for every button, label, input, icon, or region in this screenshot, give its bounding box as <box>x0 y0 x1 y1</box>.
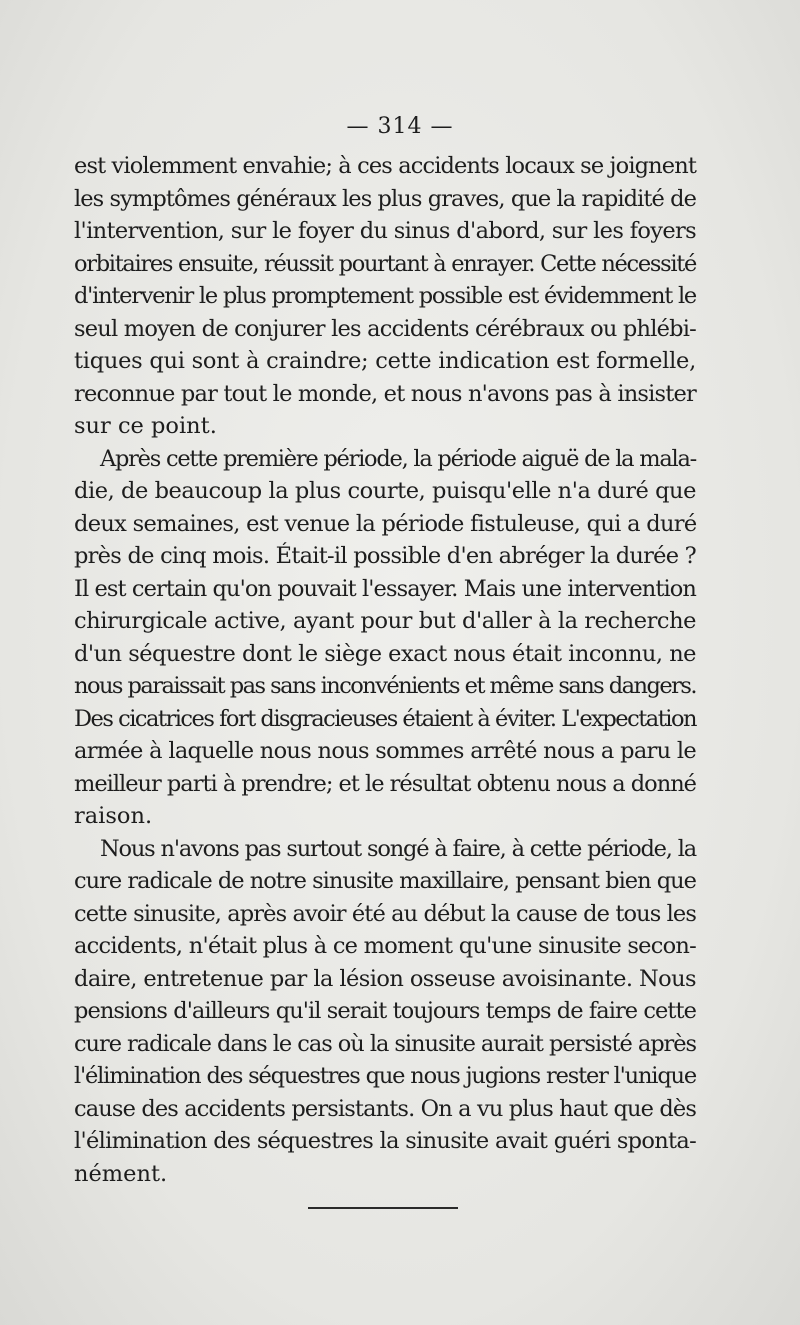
text-line: pensions d'ailleurs qu'il serait toujours temps de faire cette <box>74 998 696 1024</box>
text-line: l'élimination des séquestres que nous jugions rester l'unique <box>74 1063 696 1089</box>
text-line: sur ce point. <box>74 413 217 439</box>
text-line: l'élimination des séquestres la sinusite avait guéri sponta- <box>74 1128 696 1154</box>
text-line: armée à laquelle nous nous sommes arrêté nous a paru le <box>74 738 696 764</box>
text-line: Nous n'avons pas surtout songé à faire, à cette période, la <box>100 835 696 862</box>
text-line: cause des accidents persistants. On a vu plus haut que dès <box>74 1095 696 1122</box>
end-rule <box>308 1207 458 1209</box>
text-line: seul moyen de conjurer les accidents cérébraux ou phlébi- <box>74 315 696 342</box>
paragraph-3 <box>74 833 696 1191</box>
text-line: reconnue par tout le monde, et nous n'avons pas à insister <box>74 380 696 407</box>
text-line: d'intervenir le plus promptement possible est évidemment le <box>74 283 696 309</box>
text-line: accidents, n'était plus à ce moment qu'une sinusite secon- <box>74 933 696 959</box>
text-line: deux semaines, est venue la période fistuleuse, qui a duré <box>74 510 697 537</box>
text-line: les symptômes généraux les plus graves, que la rapidité de <box>74 185 696 212</box>
text-line: nous paraissait pas sans inconvénients et même sans dangers. <box>74 673 696 699</box>
text-line: cure radicale de notre sinusite maxillaire, pensant bien que <box>74 868 696 894</box>
text-line: près de cinq mois. Était-il possible d'en abréger la durée ? <box>74 543 696 569</box>
text-line: chirurgicale active, ayant pour but d'aller à la recherche <box>74 608 696 634</box>
text-line: est violemment envahie; à ces accidents locaux se joignent <box>74 153 696 179</box>
text-line: meilleur parti à prendre; et le résultat obtenu nous a donné <box>74 770 696 797</box>
body-text <box>74 150 696 1190</box>
page-number: — 314 — <box>346 114 454 139</box>
text-line: Il est certain qu'on pouvait l'essayer. Mais une intervention <box>74 575 696 602</box>
text-line: cette sinusite, après avoir été au début la cause de tous les <box>74 900 696 927</box>
text-line: daire, entretenue par la lésion osseuse avoisinante. Nous <box>74 965 696 992</box>
text-line: Après cette première période, la période aiguë de la mala- <box>100 445 696 472</box>
paragraph-1 <box>74 150 696 443</box>
text-line: orbitaires ensuite, réussit pourtant à enrayer. Cette nécessité <box>74 250 696 277</box>
text-line: l'intervention, sur le foyer du sinus d'abord, sur les foyers <box>74 218 696 244</box>
text-line: tiques qui sont à craindre; cette indication est formelle, <box>74 348 696 374</box>
text-line: nément. <box>74 1160 168 1187</box>
text-line: raison. <box>74 803 153 829</box>
text-line: d'un séquestre dont le siège exact nous était inconnu, ne <box>74 640 696 667</box>
text-line: Des cicatrices fort disgracieuses étaient à éviter. L'expectation <box>74 705 696 732</box>
text-line: die, de beaucoup la plus courte, puisqu'elle n'a duré que <box>74 478 696 504</box>
paragraph-2 <box>74 443 696 833</box>
text-line: cure radicale dans le cas où la sinusite aurait persisté après <box>74 1030 697 1057</box>
